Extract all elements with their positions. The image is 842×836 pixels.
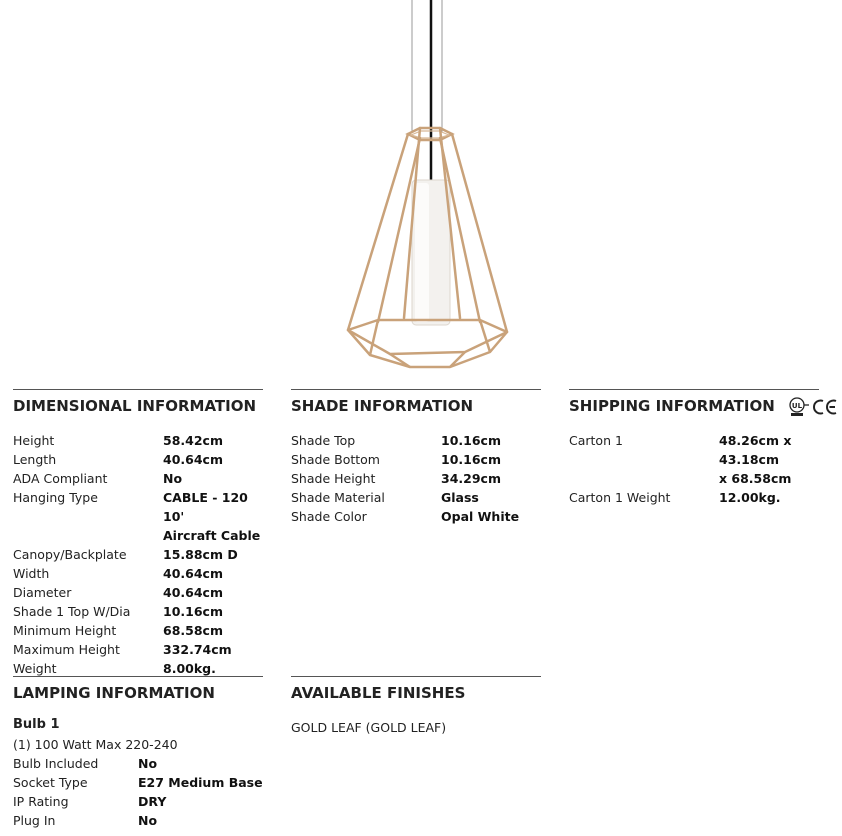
spec-row <box>291 507 541 526</box>
divider <box>569 389 819 390</box>
spec-list <box>569 431 834 507</box>
spec-label: IP Rating <box>13 794 69 809</box>
spec-value: No <box>138 813 158 828</box>
spec-row <box>13 754 263 773</box>
spec-value: 10.16cm <box>441 433 501 448</box>
spec-row <box>13 545 263 564</box>
spec-row <box>13 640 263 659</box>
bulb-description: (1) 100 Watt Max 220-240 <box>13 737 178 752</box>
dimensional-section <box>13 389 263 678</box>
spec-value: 40.64cm <box>163 566 223 581</box>
spec-label: Canopy/Backplate <box>13 547 127 562</box>
spec-row <box>13 431 263 450</box>
spec-value: 40.64cm <box>163 585 223 600</box>
spec-row <box>13 488 263 545</box>
spec-list <box>13 754 263 830</box>
spec-label: Shade 1 Top W/Dia <box>13 604 131 619</box>
spec-label: Carton 1 <box>569 433 623 448</box>
spec-label: Height <box>13 433 55 448</box>
spec-row <box>13 564 263 583</box>
spec-label: Bulb Included <box>13 756 99 771</box>
spec-value: 40.64cm <box>163 452 223 467</box>
spec-row <box>291 450 541 469</box>
divider <box>13 389 263 390</box>
spec-label: ADA Compliant <box>13 471 108 486</box>
section-heading: AVAILABLE FINISHES <box>291 684 466 702</box>
spec-row <box>569 431 834 488</box>
spec-row <box>13 621 263 640</box>
finishes-section <box>291 676 541 737</box>
spec-row <box>13 811 263 830</box>
spec-row <box>291 431 541 450</box>
spec-value: Glass <box>441 490 479 505</box>
spec-label: Diameter <box>13 585 72 600</box>
section-heading: SHADE INFORMATION <box>291 397 474 415</box>
spec-list <box>291 431 541 526</box>
certification-marks <box>788 397 838 417</box>
divider <box>13 676 263 677</box>
spec-label: Shade Material <box>291 490 385 505</box>
spec-row <box>13 792 263 811</box>
spec-value: Opal White <box>441 509 520 524</box>
section-heading: LAMPING INFORMATION <box>13 684 215 702</box>
spec-value: 34.29cm <box>441 471 501 486</box>
spec-value: 15.88cm D <box>163 547 238 562</box>
spec-label: Socket Type <box>13 775 88 790</box>
spec-label: Shade Color <box>291 509 367 524</box>
spec-label: Width <box>13 566 50 581</box>
spec-label: Plug In <box>13 813 56 828</box>
section-heading: SHIPPING INFORMATION <box>569 397 775 415</box>
spec-value: DRY <box>138 794 167 809</box>
spec-row <box>13 602 263 621</box>
spec-value: 10.16cm <box>163 604 223 619</box>
spec-row <box>13 773 263 792</box>
section-heading-row <box>569 395 834 417</box>
divider <box>291 676 541 677</box>
spec-value: 8.00kg. <box>163 661 216 676</box>
spec-value: 48.26cm x 43.18cm x 68.58cm <box>719 433 792 486</box>
spec-label: Minimum Height <box>13 623 117 638</box>
shade-section <box>291 389 541 526</box>
spec-row <box>291 469 541 488</box>
spec-row <box>569 488 834 507</box>
spec-list <box>13 431 263 678</box>
lamping-section <box>13 676 263 830</box>
spec-value: 68.58cm <box>163 623 223 638</box>
ce-mark-icon <box>812 398 838 416</box>
ul-listed-icon <box>788 397 810 417</box>
spec-label: Shade Bottom <box>291 452 380 467</box>
spec-value: E27 Medium Base <box>138 775 263 790</box>
spec-value: No <box>163 471 183 486</box>
spec-label: Hanging Type <box>13 490 98 505</box>
spec-value: No <box>138 756 158 771</box>
spec-value: 12.00kg. <box>719 490 781 505</box>
spec-label: Carton 1 Weight <box>569 490 671 505</box>
spec-value: 332.74cm <box>163 642 232 657</box>
divider <box>291 389 541 390</box>
spec-value: 58.42cm <box>163 433 223 448</box>
spec-row <box>13 583 263 602</box>
spec-value: CABLE - 120 10' Aircraft Cable <box>163 490 261 543</box>
spec-value: 10.16cm <box>441 452 501 467</box>
spec-label: Length <box>13 452 57 467</box>
spec-label: Shade Height <box>291 471 376 486</box>
bulb-title: Bulb 1 <box>13 717 60 732</box>
spec-row <box>291 488 541 507</box>
spec-row <box>13 450 263 469</box>
finish-item: GOLD LEAF (GOLD LEAF) <box>291 720 447 735</box>
shipping-section <box>569 389 834 507</box>
spec-label: Weight <box>13 661 57 676</box>
pendant-lamp-image <box>330 0 520 375</box>
svg-text:UL: UL <box>791 401 803 410</box>
section-heading: DIMENSIONAL INFORMATION <box>13 397 257 415</box>
spec-label: Shade Top <box>291 433 356 448</box>
spec-label: Maximum Height <box>13 642 120 657</box>
spec-row <box>13 469 263 488</box>
